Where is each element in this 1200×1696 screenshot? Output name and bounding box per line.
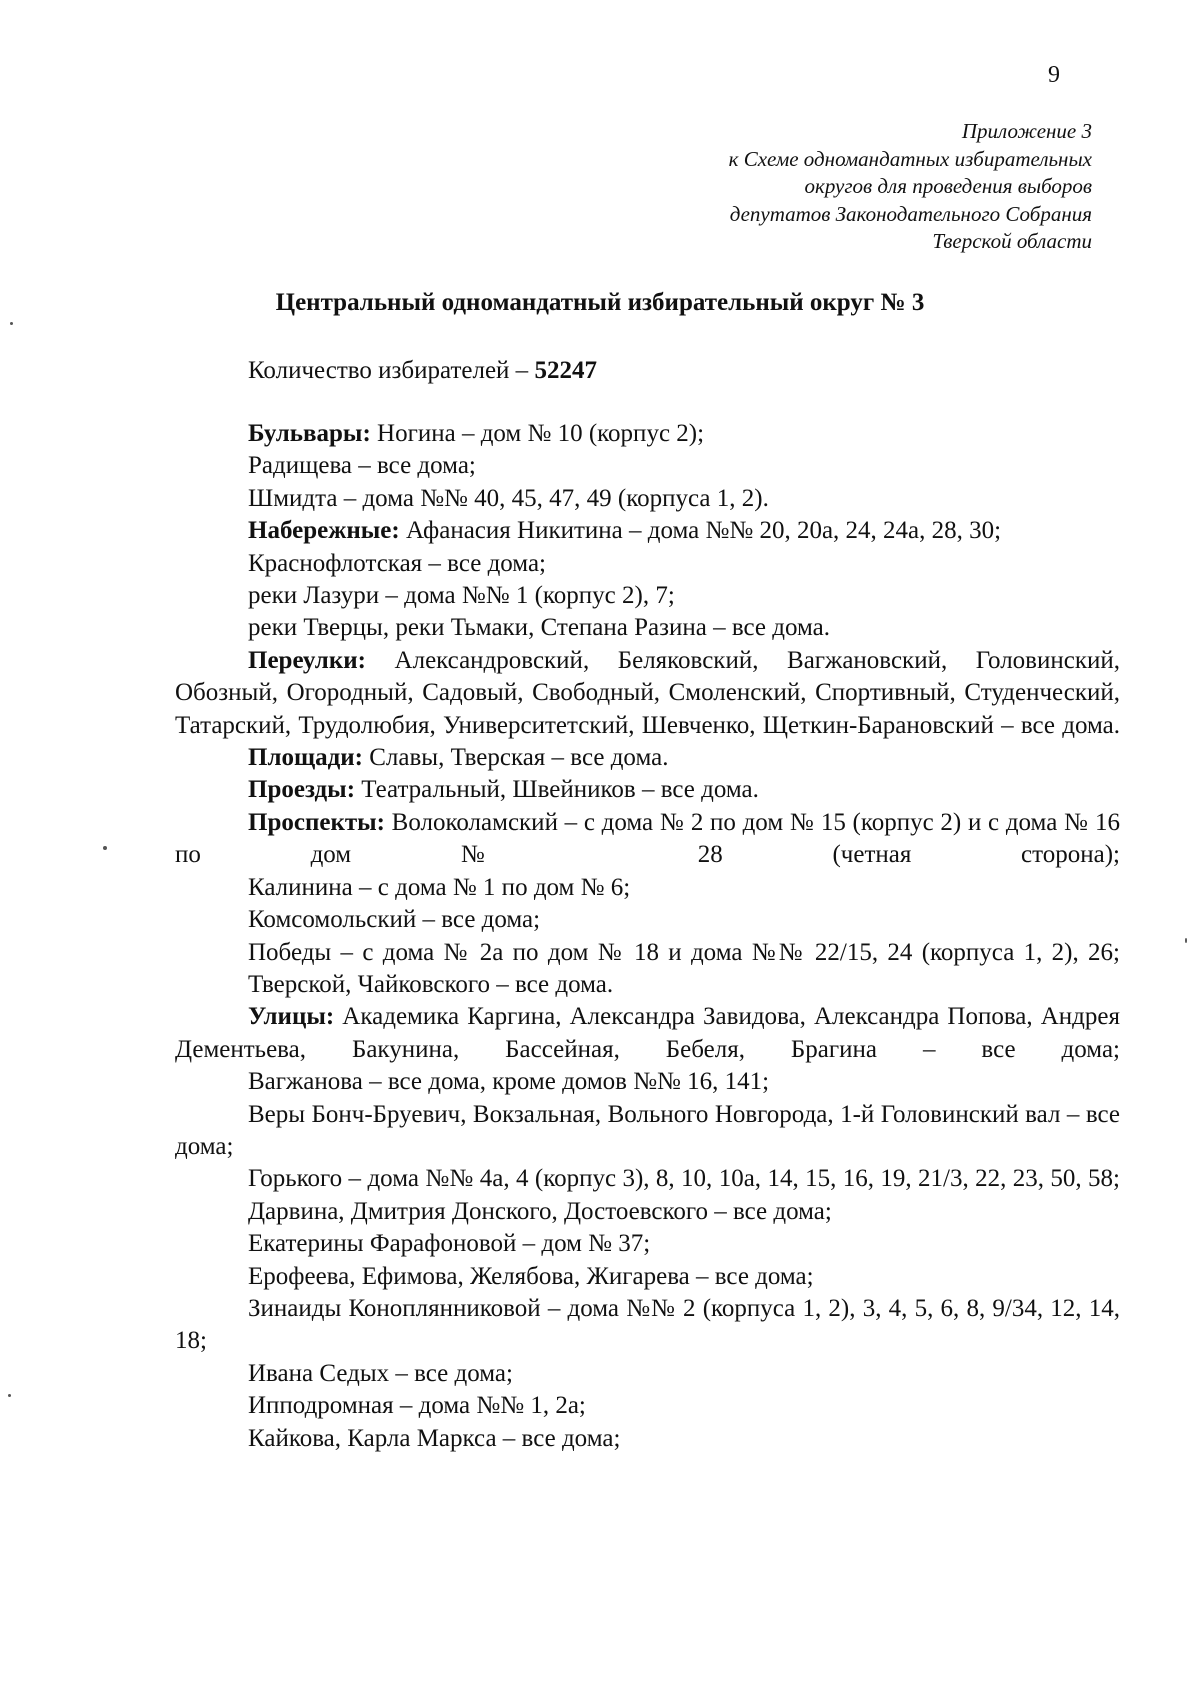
address-paragraph [175,1358,1120,1390]
address-paragraph [175,1196,1120,1228]
address-text: реки Тверцы, реки Тьмаки, Степана Разина – все дома. [248,614,831,642]
address-text: Екатерины Фарафоновой – дом № 37; [248,1230,651,1258]
address-paragraph [175,645,1120,742]
address-text: Театральный, Швейников – все дома. [355,776,759,804]
address-text: Александровский, Беляковский, Вагжановский, Головинский, Обозный, Огородный, Садовый, Свободный, Смоленский, Спортивный, Студенческий, Татарский, Трудолюбия, Университетский, Шевченко, Щеткин-Барановский – все дома. [175,646,1120,739]
address-text: Афанасия Никитина – дома №№ 20, 20а, 24, 24а, 28, 30; [399,517,1002,545]
appendix-header-line: депутатов Законодательного Собрания [729,201,1092,226]
section-heading: Площади: [248,744,363,772]
page-number: 9 [1048,62,1060,88]
document-title: Центральный одномандатный избирательный округ № 3 [275,289,925,316]
address-paragraph [175,1390,1120,1422]
address-paragraph [175,1066,1120,1098]
voter-count-label: Количество избирателей – [248,357,535,384]
address-text: реки Лазури – дома №№ 1 (корпус 2), 7; [248,582,675,610]
address-paragraph [175,774,1120,806]
address-text: Шмидта – дома №№ 40, 45, 47, 49 (корпуса 1, 2). [248,484,769,512]
address-paragraph [175,515,1120,547]
address-text: Ерофеева, Ефимова, Желябова, Жигарева – все дома; [248,1262,814,1290]
address-list [175,418,1120,1455]
address-text: Волоколамский – с дома № 2 по дом № 15 (корпус 2) и с дома № 16 по дом № 28 (четная сторона); [175,808,1120,869]
voter-count-value: 52247 [534,357,597,384]
address-text: Калинина – с дома № 1 по дом № 6; [248,873,631,901]
address-text: Дарвина, Дмитрия Донского, Достоевского – все дома; [248,1197,832,1225]
appendix-header-line: Тверской области [932,229,1092,253]
scan-speck [103,846,107,850]
address-paragraph [175,548,1120,580]
section-heading: Набережные: [248,517,400,545]
address-text: Академика Каргина, Александра Завидова, Александра Попова, Андрея Дементьева, Бакунина, Бассейная, Бебеля, Брагина – все дома; [175,1003,1120,1063]
appendix-header [532,118,1092,256]
address-paragraph [175,1261,1120,1293]
address-paragraph [175,483,1120,515]
address-paragraph [175,450,1120,482]
address-paragraph [175,1163,1120,1195]
section-heading: Проезды: [248,776,356,804]
voter-count [248,357,597,385]
address-text: Вагжанова – все дома, кроме домов №№ 16, 141; [248,1068,770,1096]
address-text: Ногина – дом № 10 (корпус 2); [370,420,705,447]
section-heading: Улицы: [248,1003,335,1031]
address-text: Краснофлотская – все дома; [248,549,546,577]
scan-speck [8,1394,11,1397]
appendix-header-line: к Схеме одномандатных избирательных [728,146,1092,171]
address-text: Победы – с дома № 2а по дом № 18 и дома №№ 22/15, 24 (корпуса 1, 2), 26; [248,938,1120,966]
address-text: Ипподромная – дома №№ 1, 2а; [248,1392,586,1420]
address-text: Ивана Седых – все дома; [248,1359,513,1387]
address-paragraph [175,418,1120,450]
address-paragraph [175,1001,1120,1066]
address-paragraph [175,1293,1120,1358]
address-paragraph [175,872,1120,904]
scan-speck [1185,938,1187,943]
address-text: Горького – дома №№ 4а, 4 (корпус 3), 8, 10, 10а, 14, 15, 16, 19, 21/3, 22, 23, 50, 58; [248,1165,1120,1193]
address-paragraph [175,904,1120,936]
address-paragraph [175,969,1120,1001]
address-text: Зинаиды Коноплянниковой – дома №№ 2 (корпуса 1, 2), 3, 4, 5, 6, 8, 9/34, 12, 14, 18; [175,1294,1120,1355]
scan-speck [10,322,13,325]
address-text: Тверской, Чайковского – все дома. [248,970,614,998]
address-text: Радищева – все дома; [248,452,476,480]
address-paragraph [175,937,1120,969]
address-paragraph [175,1228,1120,1260]
address-paragraph [175,1423,1120,1455]
address-paragraph [175,742,1120,774]
address-text: Комсомольский – все дома; [248,906,541,934]
section-heading: Проспекты: [248,808,385,836]
section-heading: Бульвары: [248,420,371,447]
address-paragraph [175,580,1120,612]
address-paragraph [175,807,1120,872]
appendix-header-line: округов для проведения выборов [804,174,1092,198]
address-paragraph [175,1099,1120,1164]
address-text: Кайкова, Карла Маркса – все дома; [248,1424,621,1452]
address-text: Веры Бонч-Бруевич, Вокзальная, Вольного Новгорода, 1-й Головинский вал – все дома; [175,1100,1120,1160]
address-text: Славы, Тверская – все дома. [362,744,669,772]
address-paragraph [175,612,1120,644]
section-heading: Переулки: [248,646,366,674]
appendix-header-line: Приложение 3 [961,119,1092,143]
